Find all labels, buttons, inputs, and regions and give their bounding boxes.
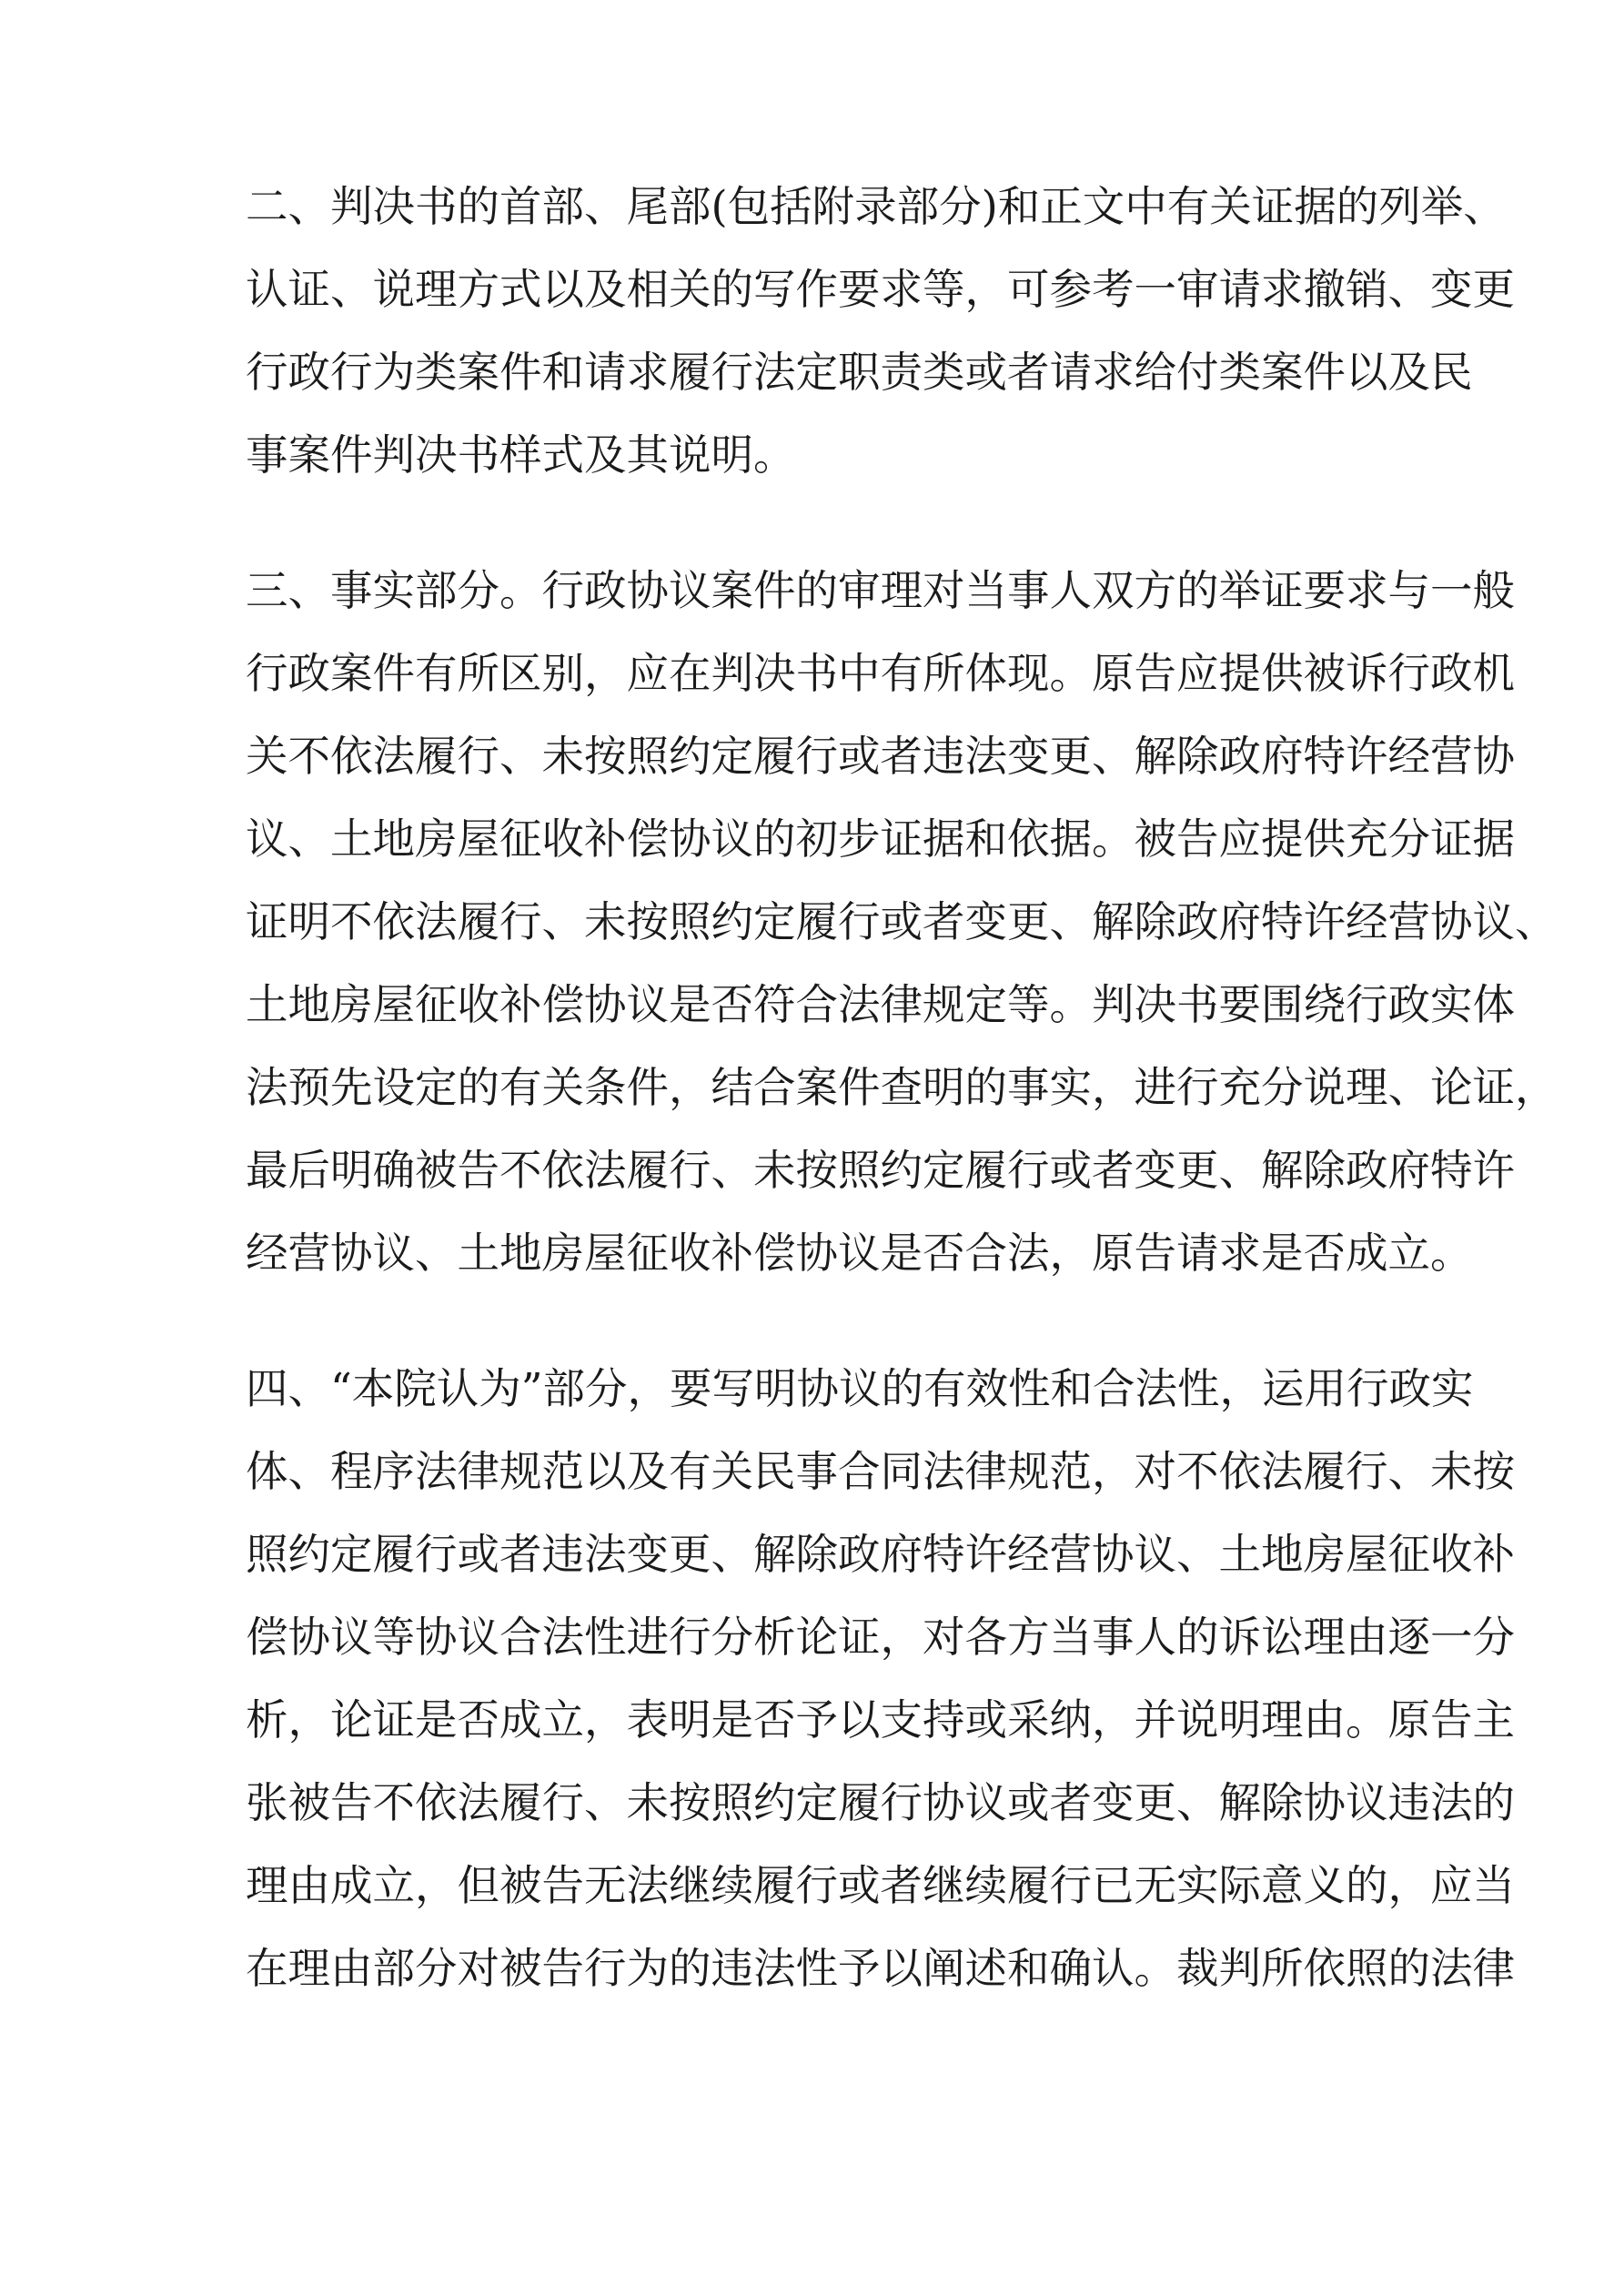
text-line: 证明不依法履行、未按照约定履行或者变更、解除政府特许经营协议、 xyxy=(246,897,1558,946)
document-body xyxy=(246,166,1558,2063)
text-line: 四、“本院认为”部分，要写明协议的有效性和合法性，运用行政实 xyxy=(246,1364,1474,1413)
text-line: 最后明确被告不依法履行、未按照约定履行或者变更、解除政府特许 xyxy=(246,1146,1515,1195)
text-line: 理由成立，但被告无法继续履行或者继续履行已无实际意义的，应当 xyxy=(246,1861,1515,1910)
text-line: 议、土地房屋征收补偿协议的初步证据和依据。被告应提供充分证据 xyxy=(246,814,1515,864)
text-line: 行政行为类案件和请求履行法定职责类或者请求给付类案件以及民 xyxy=(246,348,1473,397)
paragraph-3 xyxy=(246,550,1558,1295)
text-line: 土地房屋征收补偿协议是否符合法律规定等。判决书要围绕行政实体 xyxy=(246,980,1515,1029)
text-line: 事案件判决书样式及其说明。 xyxy=(246,430,796,480)
text-line: 张被告不依法履行、未按照约定履行协议或者变更、解除协议违法的 xyxy=(246,1778,1515,1827)
paragraph-2 xyxy=(246,166,1515,497)
text-line: 体、程序法律规范以及有关民事合同法律规范，对不依法履行、未按 xyxy=(246,1447,1515,1496)
text-line: 经营协议、土地房屋征收补偿协议是否合法，原告请求是否成立。 xyxy=(246,1229,1473,1278)
text-line: 三、事实部分。行政协议案件的审理对当事人双方的举证要求与一般 xyxy=(246,566,1515,615)
text-line: 在理由部分对被告行为的违法性予以阐述和确认。裁判所依照的法律 xyxy=(246,1944,1515,1993)
text-line: 偿协议等协议合法性进行分析论证，对各方当事人的诉讼理由逐一分 xyxy=(246,1613,1515,1662)
text-line: 照约定履行或者违法变更、解除政府特许经营协议、土地房屋征收补 xyxy=(246,1530,1515,1579)
text-line: 二、判决书的首部、尾部(包括附录部分)和正文中有关证据的列举、 xyxy=(246,182,1506,231)
text-line: 关不依法履行、未按照约定履行或者违法变更、解除政府特许经营协 xyxy=(246,732,1515,781)
paragraph-4 xyxy=(246,1348,1515,2010)
text-line: 法预先设定的有关条件，结合案件查明的事实，进行充分说理、论证， xyxy=(246,1063,1558,1112)
text-line: 认证、说理方式以及相关的写作要求等，可参考一审请求撤销、变更 xyxy=(246,265,1515,314)
text-line: 行政案件有所区别，应在判决书中有所体现。原告应提供被诉行政机 xyxy=(246,649,1515,698)
text-line: 析，论证是否成立，表明是否予以支持或采纳，并说明理由。原告主 xyxy=(246,1695,1515,1745)
